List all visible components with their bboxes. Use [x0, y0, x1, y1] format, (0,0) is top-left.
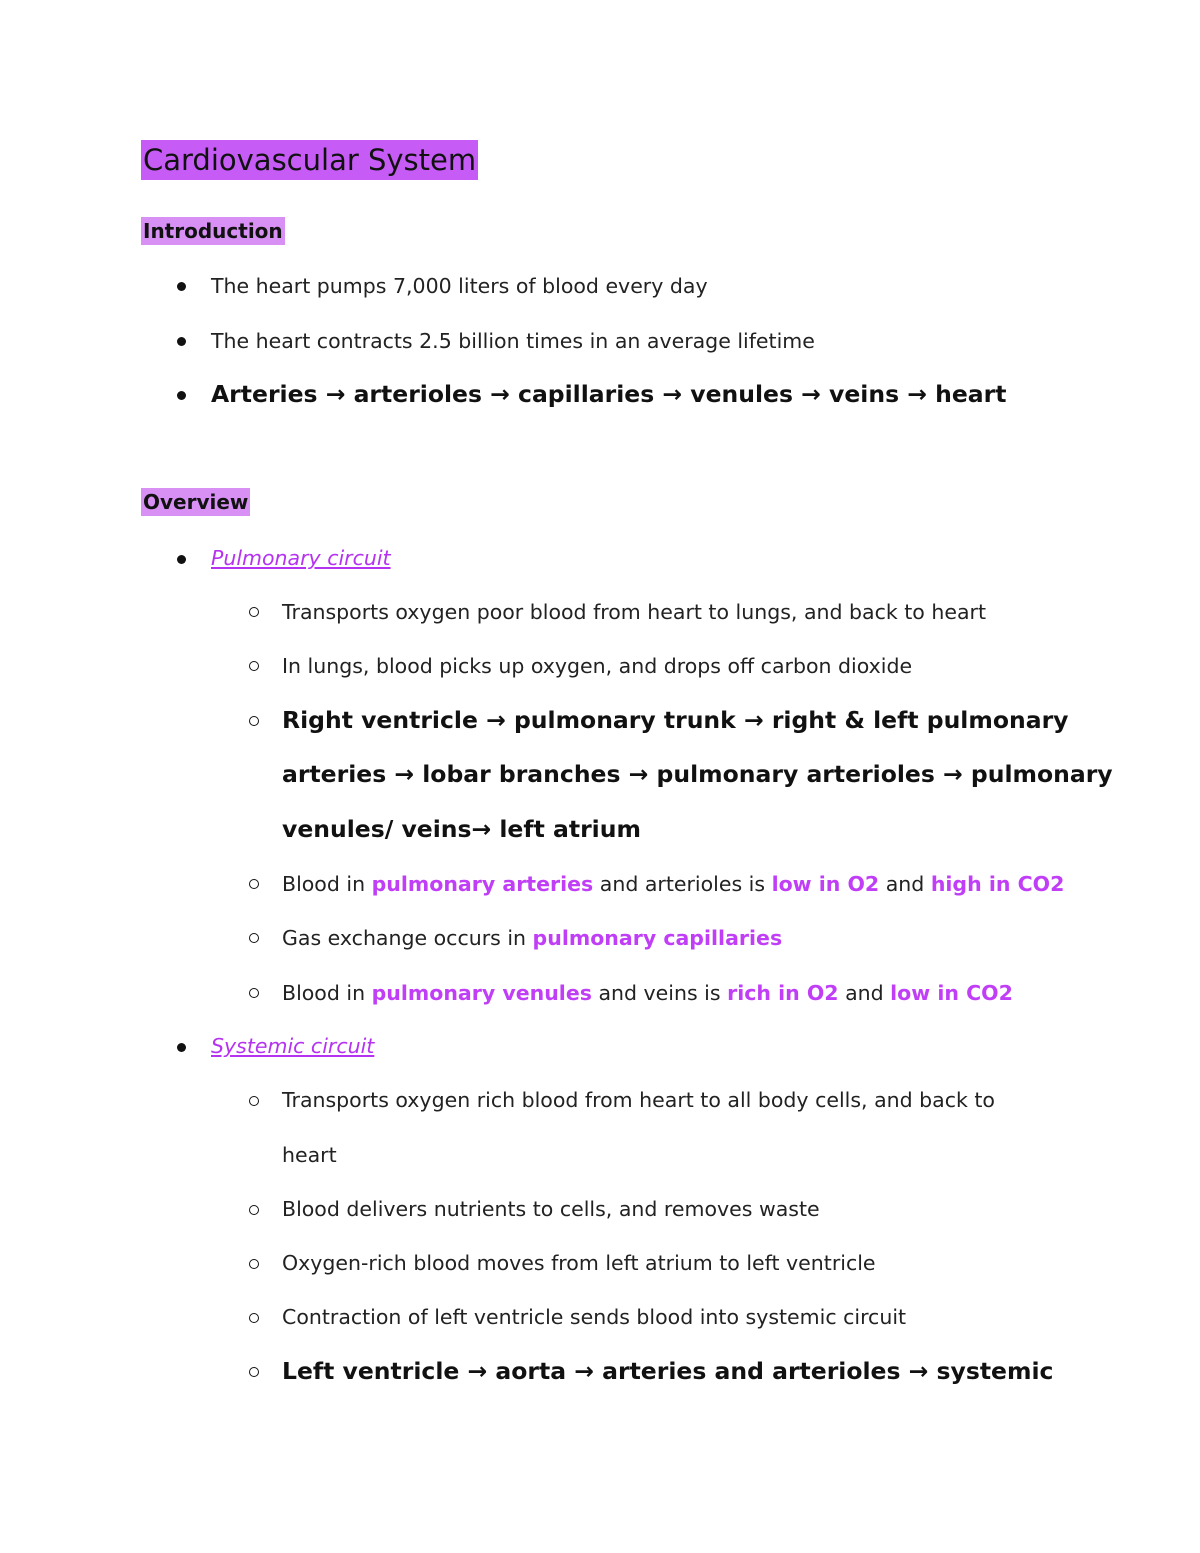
circle-bullet-icon: [249, 933, 259, 943]
list-item: The heart contracts 2.5 billion times in an average lifetime: [211, 329, 815, 353]
page-title: Cardiovascular System: [141, 140, 478, 180]
systemic-circuit-link[interactable]: Systemic circuit: [211, 1034, 375, 1058]
list-item: Gas exchange occurs in pulmonary capillaries: [282, 926, 783, 950]
bullet-icon: [177, 555, 186, 564]
circle-bullet-icon: [249, 661, 259, 671]
circle-bullet-icon: [249, 1205, 259, 1215]
circle-bullet-icon: [249, 1259, 259, 1269]
list-item-continuation: venules/ veins→ left atrium: [282, 815, 641, 843]
list-item-continuation: heart: [282, 1143, 337, 1167]
list-item: Oxygen-rich blood moves from left atrium to left ventricle: [282, 1251, 876, 1275]
list-item: Transports oxygen poor blood from heart to lungs, and back to heart: [282, 600, 986, 624]
list-item: In lungs, blood picks up oxygen, and drops off carbon dioxide: [282, 654, 913, 678]
circle-bullet-icon: [249, 1367, 259, 1377]
list-item: Left ventricle → aorta → arteries and arterioles → systemic: [282, 1357, 1054, 1385]
bullet-icon: [177, 337, 186, 346]
circle-bullet-icon: [249, 1313, 259, 1323]
list-item: The heart pumps 7,000 liters of blood every day: [211, 274, 708, 298]
bullet-icon: [177, 391, 186, 400]
section-heading-introduction: Introduction: [143, 219, 283, 243]
circle-bullet-icon: [249, 988, 259, 998]
circle-bullet-icon: [249, 716, 259, 726]
list-item: Blood delivers nutrients to cells, and removes waste: [282, 1197, 820, 1221]
list-item-continuation: arteries → lobar branches → pulmonary arterioles → pulmonary: [282, 760, 1113, 788]
list-item: Arteries → arterioles → capillaries → venules → veins → heart: [211, 380, 1007, 408]
bullet-icon: [177, 282, 186, 291]
list-item: Contraction of left ventricle sends blood into systemic circuit: [282, 1305, 907, 1329]
list-item: Blood in pulmonary arteries and arterioles is low in O2 and high in CO2: [282, 872, 1065, 896]
list-item: Right ventricle → pulmonary trunk → right & left pulmonary: [282, 706, 1069, 734]
list-item: Blood in pulmonary venules and veins is rich in O2 and low in CO2: [282, 981, 1013, 1005]
section-heading-overview: Overview: [143, 490, 249, 514]
pulmonary-circuit-link[interactable]: Pulmonary circuit: [211, 546, 391, 570]
bullet-icon: [177, 1043, 186, 1052]
circle-bullet-icon: [249, 879, 259, 889]
circle-bullet-icon: [249, 1096, 259, 1106]
list-item: Transports oxygen rich blood from heart to all body cells, and back to: [282, 1088, 995, 1112]
circle-bullet-icon: [249, 607, 259, 617]
